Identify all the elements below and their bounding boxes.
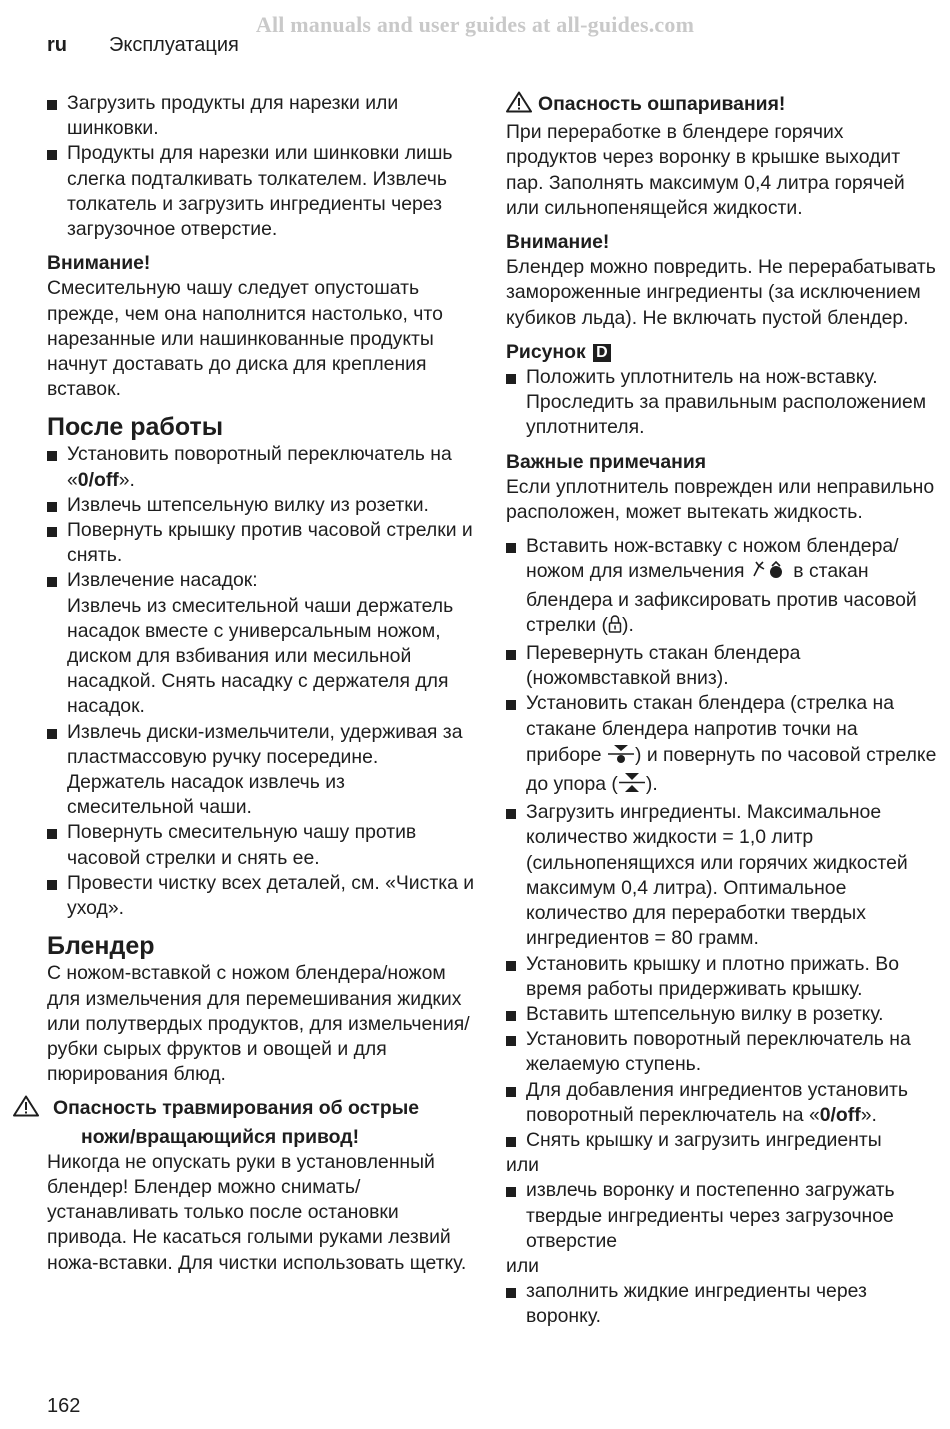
list-item: Извлечение насадок: Извлечь из смесительной чаши держатель насадок вместе с универсальным ножом, диском для взбивания или месильной насадкой. Снять насадку с держателя для насадок. [47, 568, 477, 719]
blender-steps-list [506, 534, 938, 1153]
attention-text: Смесительную чашу следует опустошать прежде, чем она наполнится настолько, что нарезанные или нашинкованные продукты начнут доставать до диска для крепления вставок. [47, 277, 443, 401]
list-item: Установить поворотный переключатель на желаемую ступень. [506, 1027, 938, 1077]
left-column [47, 91, 477, 1276]
page-number: 162 [47, 1395, 81, 1417]
list-item: Повернуть крышку против часовой стрелки и снять. [47, 518, 477, 568]
blender-intro: С ножом-вставкой с ножом блендера/ножом для измельчения для перемешивания жидких или полутвердых продуктов, для измельчения/рубки сырых фруктов и овощей и для пюрирования блюд. [47, 962, 470, 1086]
warning-triangle-icon [506, 91, 532, 120]
figure-letter-badge: D [593, 344, 611, 362]
list-item: Повернуть смесительную чашу против часовой стрелки и снять ее. [47, 820, 477, 870]
list-item: Для добавления ингредиентов установить поворотный переключатель на «0/off». [506, 1078, 938, 1128]
list-item: Продукты для нарезки или шинковки лишь слегка подталкивать толкателем. Извлечь толкатель и загрузить ингредиенты через загрузочное отверстие. [47, 141, 477, 242]
figure-list [506, 365, 938, 441]
list-item: Установить стакан блендера (стрелка на стакане блендера напротив точки на приборе ) и повернуть по часовой стрелке до упора ( ). [506, 691, 938, 800]
switch-off-label: 0/off [77, 468, 119, 491]
removal-text: Извлечь из смесительной чаши держатель насадок вместе с универсальным ножом, диском для взбивания или месильной насадкой. Снять насадку с держателя для насадок. [67, 594, 454, 718]
scald-warning-heading: Опасность ошпаривания! [506, 91, 938, 120]
list-item: Снять крышку и загрузить ингредиенты [506, 1128, 938, 1153]
or-text: или [506, 1154, 539, 1177]
important-heading: Важные примечания [506, 450, 707, 473]
list-item: заполнить жидкие ингредиенты через воронку. [506, 1279, 938, 1329]
list-item: Загрузить ингредиенты. Максимальное количество жидкости = 1,0 литр (сильнопенящихся или горячих жидкостей максимум 0,4 литра). Оптимальное количество для переработки твердых ингредиентов = 80 грамм. [506, 800, 938, 951]
language-code: ru [47, 34, 67, 56]
list-item: Перевернуть стакан блендера (ножомвставкой вниз). [506, 641, 938, 691]
blender-heading: Блендер [47, 932, 155, 961]
arrow-lock-icon [618, 771, 646, 800]
injury-warning-text: Никогда не опускать руки в установленный блендер! Блендер можно снимать/устанавливать только после остановки привода. Не касаться голыми руками лезвий ножа-вставки. Для чистки использовать щетку. [47, 1150, 467, 1274]
list-item: Загрузить продукты для нарезки или шинковки. [47, 91, 477, 141]
blender-steps-list-3 [506, 1279, 938, 1329]
attention-heading: Внимание! [47, 252, 151, 275]
after-work-heading: После работы [47, 413, 224, 442]
lock-icon [608, 614, 622, 641]
list-item: Извлечь диски-измельчители, удерживая за пластмассовую ручку посередине. Держатель насадок извлечь из смесительной чаши. [47, 720, 477, 821]
list-item: Положить уплотнитель на нож-вставку. Проследить за правильным расположением уплотнителя. [506, 365, 938, 441]
list-item: Извлечь штепсельную вилку из розетки. [47, 493, 477, 518]
loading-list [47, 91, 477, 242]
blender-knife-icon [750, 560, 788, 587]
section-title: Эксплуатация [109, 34, 239, 56]
important-text: Если уплотнитель поврежден или неправильно расположен, может вытекать жидкость. [506, 475, 935, 524]
right-column [506, 91, 938, 1330]
list-item: Установить поворотный переключатель на «0/off». [47, 442, 477, 492]
after-work-list [47, 442, 477, 921]
figure-heading: Рисунок D [506, 340, 938, 365]
list-item: Вставить нож-вставку с ножом блендера/ножом для измельчения в стакан блендера и зафиксировать против часовой стрелки ( ). [506, 534, 938, 641]
page-header [47, 34, 239, 57]
list-item: Провести чистку всех деталей, см. «Чистка и уход». [47, 871, 477, 921]
list-item: извлечь воронку и постепенно загружать твердые ингредиенты через загрузочное отверстие [506, 1178, 938, 1254]
scald-warning-text: При переработке в блендере горячих продуктов через воронку в крышке выходит пар. Заполнять максимум 0,4 литра горячей или сильнопенящейся жидкости. [506, 121, 905, 219]
attention-heading: Внимание! [506, 231, 610, 254]
list-item: Вставить штепсельную вилку в розетку. [506, 1002, 938, 1027]
arrow-dot-icon [607, 742, 635, 771]
list-item: Установить крышку и плотно прижать. Во время работы придерживать крышку. [506, 952, 938, 1002]
or-text: или [506, 1254, 539, 1277]
attention-text: Блендер можно повредить. Не перерабатывать замороженные ингредиенты (за исключением кубиков льда). Не включать пустой блендер. [506, 256, 936, 329]
blender-steps-list-2 [506, 1178, 938, 1254]
switch-off-label: 0/off [819, 1103, 861, 1126]
injury-warning-heading: Опасность травмирования об острые ножи/вращающийся привод! [47, 1095, 477, 1149]
watermark: All manuals and user guides at all-guides.com [255, 12, 695, 37]
